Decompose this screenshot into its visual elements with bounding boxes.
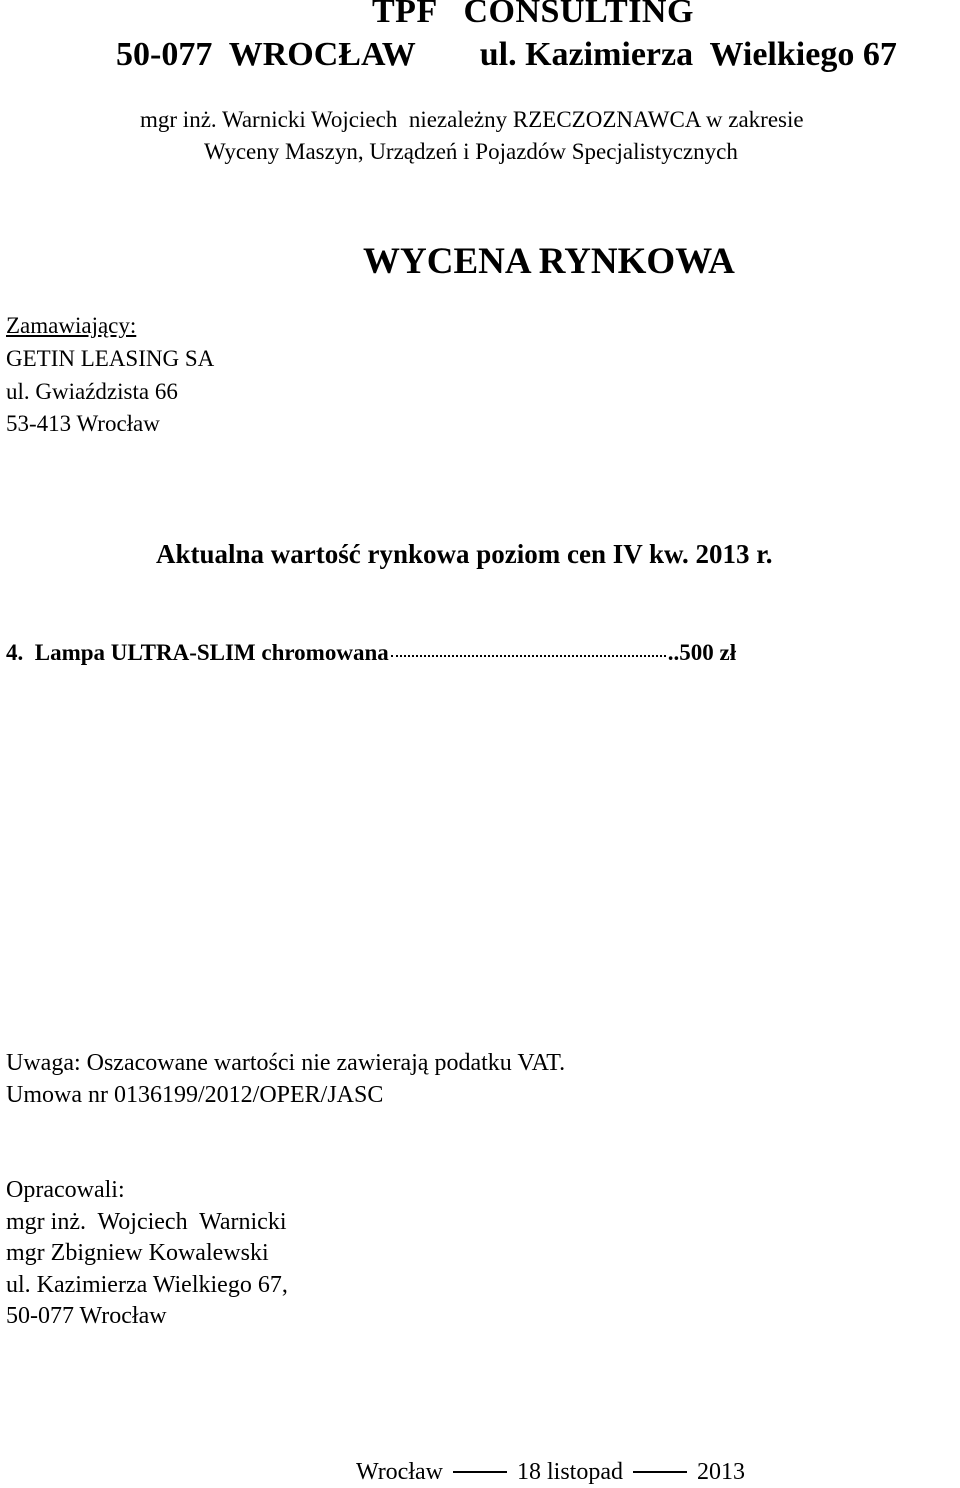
date-dash <box>633 1471 687 1473</box>
item-number: 4. <box>6 640 24 665</box>
prepared-by-person1: mgr inż. Wojciech Warnicki <box>6 1209 287 1235</box>
prepared-by-label: Opracowali: <box>6 1177 125 1203</box>
closing-day-month: 18 listopad <box>517 1459 623 1485</box>
client-label: Zamawiający: <box>6 313 137 338</box>
company-postal-city: 50-077 WROCŁAW <box>116 36 416 73</box>
company-address <box>116 38 897 72</box>
item-name: Lampa ULTRA-SLIM chromowana <box>34 640 389 665</box>
place-and-date <box>356 1460 745 1484</box>
client-street: ul. Gwiaździsta 66 <box>6 379 178 404</box>
vat-note: Uwaga: Oszacowane wartości nie zawierają podatku VAT. <box>6 1050 566 1076</box>
client-name: GETIN LEASING SA <box>6 346 215 371</box>
company-name: TPF CONSULTING <box>372 0 694 30</box>
item-value: ..500 zł <box>667 640 737 665</box>
expert-description-line2: Wyceny Maszyn, Urządzeń i Pojazdów Specjalistycznych <box>204 139 738 164</box>
valuation-item <box>6 641 736 664</box>
date-dash <box>453 1471 507 1473</box>
prepared-by-address1: ul. Kazimierza Wielkiego 67, <box>6 1272 288 1298</box>
expert-description-line1: mgr inż. Warnicki Wojciech niezależny RZECZOZNAWCA w zakresie <box>140 107 804 132</box>
contract-number: Umowa nr 0136199/2012/OPER/JASC <box>6 1082 384 1108</box>
item-dot-leader <box>391 655 666 657</box>
closing-city: Wrocław <box>356 1459 443 1485</box>
valuation-subtitle: Aktualna wartość rynkowa poziom cen IV kw. 2013 r. <box>156 539 773 569</box>
prepared-by-address2: 50-077 Wrocław <box>6 1303 167 1329</box>
client-city: 53-413 Wrocław <box>6 411 160 436</box>
document-title: WYCENA RYNKOWA <box>363 241 735 282</box>
closing-year: 2013 <box>697 1459 745 1485</box>
company-street: ul. Kazimierza Wielkiego 67 <box>479 36 897 73</box>
prepared-by-person2: mgr Zbigniew Kowalewski <box>6 1240 269 1266</box>
